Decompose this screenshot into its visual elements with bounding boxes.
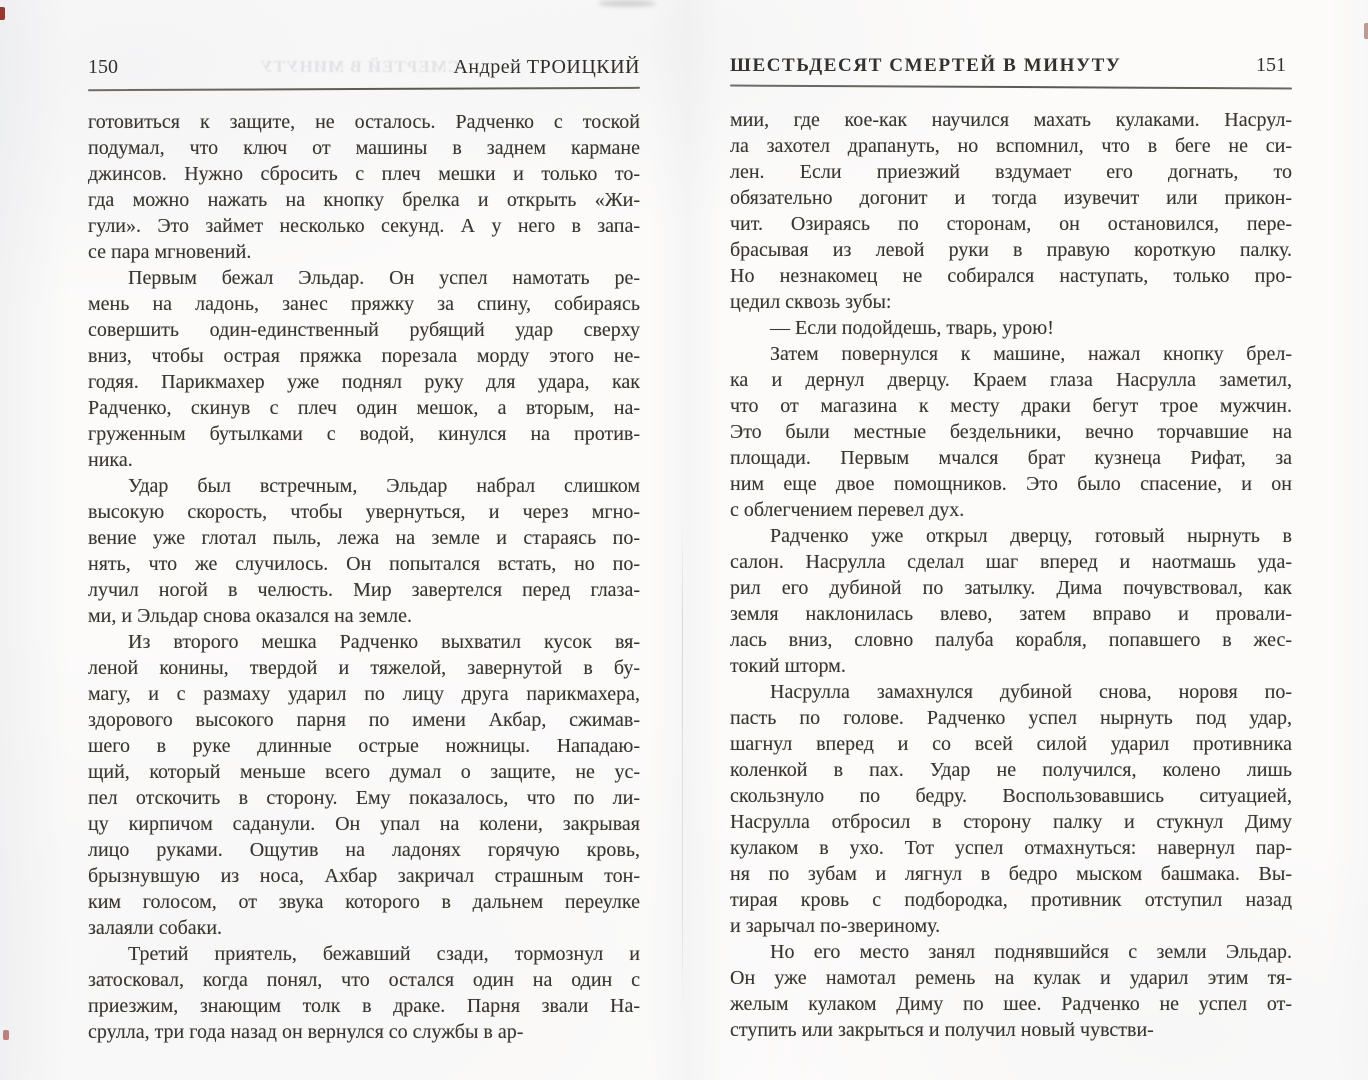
text-line: Первым бежал Эльдар. Он успел намотать ре- xyxy=(128,267,640,289)
show-through-text: СМЕРТЕЙ В МИНУТУ xyxy=(259,57,460,76)
text-line: ка и дернул дверцу. Краем глаза Насрулла заметил, xyxy=(730,369,1292,391)
text-line: пасть по голове. Радченко успел нырнуть под удар, xyxy=(730,707,1292,729)
paragraph xyxy=(88,109,640,265)
text-line: площади. Первым мчался брат кузнеца Рифат, за xyxy=(730,447,1292,469)
text-line: лен. Если приезжий вздумает его догнать, то xyxy=(730,161,1292,183)
page-right xyxy=(730,54,1292,1043)
text-line: обязательно догонит и тогда изувечит или прикон- xyxy=(730,187,1292,209)
text-line: ми, и Эльдар снова оказался на земле. xyxy=(88,605,412,627)
text-line: тирая кровь с подбородка, противник отступил назад xyxy=(730,889,1292,911)
text-line: высокую скорость, чтобы увернуться, и через мгно- xyxy=(88,501,640,523)
text-line: Радченко уже открыл дверцу, готовый нырнуть в xyxy=(770,525,1292,547)
text-line: цу кирпичом саданули. Он упал на колени, закрывая xyxy=(88,813,640,835)
text-line: шагнул вперед и со всей силой ударил противника xyxy=(730,733,1292,755)
text-line: Насрулла замахнулся дубиной снова, норовя по- xyxy=(770,681,1292,703)
text-line: Третий приятель, бежавший сзади, тормознул и xyxy=(128,943,640,965)
text-line: лицо руками. Ощутив на ладонях горячую кровь, xyxy=(88,839,640,861)
paragraph xyxy=(88,473,640,629)
text-line: кулаком в ухо. Тот успел отмахнуться: навернул пар- xyxy=(730,837,1292,859)
text-line: чит. Озираясь по сторонам, он остановился, пере- xyxy=(730,213,1292,235)
paragraph xyxy=(88,941,640,1045)
text-line: затосковал, когда понял, что остался один на один с xyxy=(88,969,640,991)
text-line: ним еще двое помощников. Это было спасение, и он xyxy=(730,473,1292,495)
text-line: Он уже намотал ремень на кулак и ударил этим тя- xyxy=(730,967,1292,989)
text-line: подумал, что ключ от машины в заднем кармане xyxy=(88,137,640,159)
text-line: земля наклонилась влево, затем вправо и провали- xyxy=(730,603,1292,625)
text-line: желым кулаком Диму по шее. Радченко не успел от- xyxy=(730,993,1292,1015)
text-line: шего в руке длинные острые ножницы. Нападаю- xyxy=(88,735,640,757)
text-line: с облегчением перевел дух. xyxy=(730,499,965,521)
text-line: здорового высокого парня по имени Акбар, сжимав- xyxy=(88,709,640,731)
paragraph xyxy=(730,939,1292,1043)
paragraph xyxy=(730,315,1292,341)
running-head-title: ШЕСТЬДЕСЯТ СМЕРТЕЙ В МИНУТУ xyxy=(730,55,1122,76)
text-line: и зарычал по-звериному. xyxy=(730,915,941,937)
text-line: салон. Насрулла сделал шаг вперед и наотмашь уда- xyxy=(730,551,1292,573)
text-line: вение уже глотал пыль, лежа на земле и стараясь по- xyxy=(88,527,640,549)
text-line: годяя. Парикмахер уже поднял руку для удара, как xyxy=(88,371,640,393)
text-line: магу, и с размаху ударил по лицу друга парикмахера, xyxy=(88,683,640,705)
scan-edge-artifact xyxy=(0,7,5,20)
text-line: срулла, три года назад он вернулся со службы в ар- xyxy=(88,1021,524,1043)
page-number: 151 xyxy=(1256,54,1286,76)
paragraph xyxy=(730,679,1292,939)
text-line: груженным бутылками с водой, кинулся на против- xyxy=(88,423,640,445)
page-body-right xyxy=(730,107,1292,1043)
page-header-right xyxy=(730,54,1292,77)
header-rule xyxy=(730,85,1292,90)
scan-edge-artifact xyxy=(3,1030,9,1040)
paragraph xyxy=(730,523,1292,679)
page-left xyxy=(88,56,640,1045)
text-line: приезжим, знающим толк в драке. Парня звали На- xyxy=(88,995,640,1017)
text-line: ступить или закрыться и получил новый чувстви- xyxy=(730,1019,1154,1041)
text-line: цедил сквозь зубы: xyxy=(730,291,892,313)
text-line: вниз, чтобы острая пряжка порезала морду этого не- xyxy=(88,345,640,367)
text-line: Но его место занял поднявшийся с земли Эльдар. xyxy=(770,941,1292,963)
paragraph xyxy=(730,341,1292,523)
text-line: ника. xyxy=(88,449,133,471)
text-line: лась вниз, словно палуба корабля, попавшего в жес- xyxy=(730,629,1292,651)
text-line: что от магазина к месту драки бегут трое мужчин. xyxy=(730,395,1292,417)
text-line: се пара мгновений. xyxy=(88,241,252,263)
text-line: готовиться к защите, не осталось. Радченко с тоской xyxy=(88,111,640,133)
text-line: Удар был встречным, Эльдар набрал слишком xyxy=(128,475,640,497)
text-line: щий, который меньше всего думал о защите, не ус- xyxy=(88,761,640,783)
text-line: лучил ногой в челюсть. Мир завертелся перед глаза- xyxy=(88,579,640,601)
header-rule xyxy=(88,87,640,91)
paragraph xyxy=(730,107,1292,315)
page-header-left xyxy=(88,56,640,79)
page-body-left xyxy=(88,109,640,1045)
text-line: коленкой в пах. Удар не получился, колено лишь xyxy=(730,759,1292,781)
text-line: мень на ладонь, занес пряжку за спину, собираясь xyxy=(88,293,640,315)
text-line: токий шторм. xyxy=(730,655,846,677)
text-line: Но незнакомец не собирался наступать, только про- xyxy=(730,265,1292,287)
text-line: ла захотел драпануть, но вспомнил, что в беге не си- xyxy=(730,135,1292,157)
text-line: совершить один-единственный рубящий удар сверху xyxy=(88,319,640,341)
text-line: джинсов. Нужно сбросить с плеч мешки и только то- xyxy=(88,163,640,185)
text-line: нять, что же случилось. Он попытался встать, но по- xyxy=(88,553,640,575)
page-number: 150 xyxy=(88,56,118,78)
text-line: — Если подойдешь, тварь, урою! xyxy=(770,317,1054,339)
text-line: Затем повернулся к машине, нажал кнопку брел- xyxy=(770,343,1292,365)
text-line: рил его дубиной по затылку. Дима почувствовал, как xyxy=(730,577,1292,599)
text-line: брасывая из левой руки в правую короткую палку. xyxy=(730,239,1292,261)
text-line: Радченко, скинув с плеч один мешок, а вторым, на- xyxy=(88,397,640,419)
paragraph xyxy=(88,265,640,473)
scan-smudge xyxy=(598,0,656,7)
text-line: ня по зубам и лягнул в бедро мыском башмака. Вы- xyxy=(730,863,1292,885)
text-line: пел отскочить в сторону. Ему показалось, что по ли- xyxy=(88,787,640,809)
scan-edge-artifact xyxy=(1364,23,1368,39)
text-line: Насрулла отбросил в сторону палку и стукнул Диму xyxy=(730,811,1292,833)
text-line: скользнуло по бедру. Воспользовавшись ситуацией, xyxy=(730,785,1292,807)
text-line: гда можно нажать на кнопку брелка и открыть «Жи- xyxy=(88,189,640,211)
text-line: брызнувшую из носа, Ахбар закричал страшным тон- xyxy=(88,865,640,887)
text-line: гули». Это займет несколько секунд. А у него в запа- xyxy=(88,215,640,237)
paragraph xyxy=(88,629,640,941)
text-line: Это были местные бездельники, вечно торчавшие на xyxy=(730,421,1292,443)
text-line: залаяли собаки. xyxy=(88,917,223,939)
running-head-author: Андрей ТРОИЦКИЙ xyxy=(453,56,640,78)
text-line: ким голосом, от звука которого в дальнем переулке xyxy=(88,891,640,913)
text-line: леной конины, твердой и тяжелой, завернутой в бу- xyxy=(88,657,640,679)
text-line: мии, где кое-как научился махать кулаками. Насрул- xyxy=(730,109,1292,131)
gutter-crease xyxy=(682,520,683,1015)
text-line: Из второго мешка Радченко выхватил кусок вя- xyxy=(128,631,640,653)
